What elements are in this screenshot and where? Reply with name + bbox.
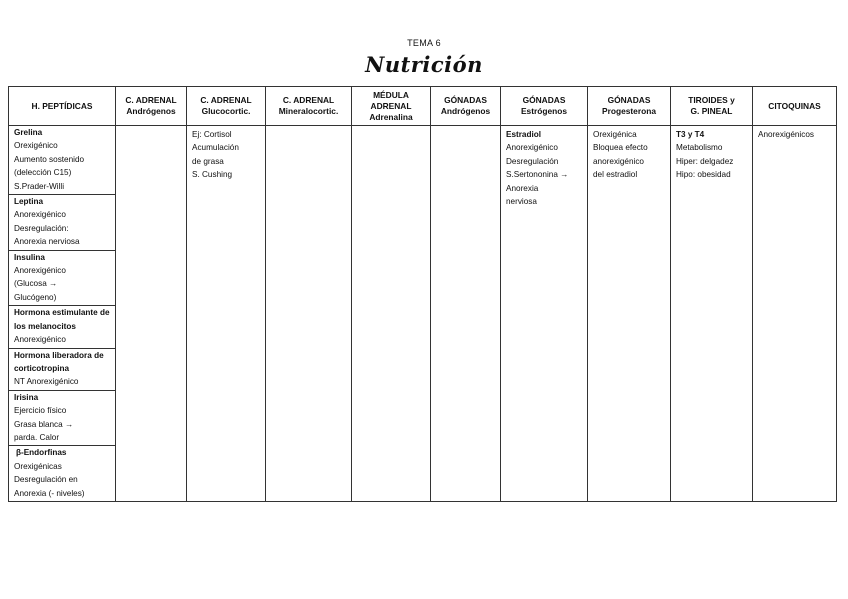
col-header-tiroides-pineal: TIROIDES y G. PINEAL <box>671 87 753 126</box>
hormone-name: Hormona liberadora de corticotropina <box>14 350 104 373</box>
hormone-name: Irisina <box>14 392 39 402</box>
gonadas-estrogenos-cell: Estradiol Anorexigénico Desregulación S.Sertononina → Anorexia nerviosa <box>501 126 588 502</box>
col-header-gonadas-androgenos: GÓNADAS Andrógenos <box>431 87 501 126</box>
hormone-block-msh: Hormona estimulante de los melanocitos Anorexigénico <box>9 306 115 348</box>
header-row <box>9 87 837 126</box>
col-header-gonadas-estrogenos: GÓNADAS Estrógenos <box>501 87 588 126</box>
hormone-name: Insulina <box>14 252 45 262</box>
col-header-adrenal-glucocorticoides: C. ADRENAL Glucocortic. <box>187 87 266 126</box>
col-header-medula-adrenal: MÉDULA ADRENAL Adrenalina <box>352 87 431 126</box>
gonadas-progesterona-cell: Orexigénica Bloquea efecto anorexigénico del estradiol <box>588 126 671 502</box>
medula-adrenal-cell <box>352 126 431 502</box>
hormone-name: Estradiol <box>506 130 542 139</box>
hormone-name: β-Endorfinas <box>16 448 67 458</box>
hormone-name: Grelina <box>14 128 43 137</box>
hormone-table <box>8 86 837 502</box>
hormone-name: Leptina <box>14 197 44 207</box>
content-row <box>9 126 837 502</box>
hormone-block-crh: Hormona liberadora de corticotropina NT Anorexigénico <box>9 349 115 391</box>
col-header-gonadas-progesterona: GÓNADAS Progesterona <box>588 87 671 126</box>
hormone-block-grelina: Grelina Orexigénico Aumento sostenido (delección C15) S.Prader-Willi <box>9 126 115 195</box>
col-header-peptidicas: H. PEPTÍDICAS <box>9 87 116 126</box>
adrenal-androgenos-cell <box>116 126 187 502</box>
gonadas-androgenos-cell <box>431 126 501 502</box>
peptidicas-cell <box>9 126 116 502</box>
topic-number: TEMA 6 <box>407 38 441 48</box>
col-header-adrenal-androgenos: C. ADRENAL Andrógenos <box>116 87 187 126</box>
adrenal-glucocorticoides-cell: Ej: Cortisol Acumulación de grasa S. Cushing <box>187 126 266 502</box>
col-header-adrenal-mineralocorticoides: C. ADRENAL Mineralocortic. <box>266 87 352 126</box>
hormone-block-endorfinas: β-Endorfinas Orexigénicas Desregulación en Anorexia (- niveles) <box>9 446 115 501</box>
tiroides-pineal-cell: T3 y T4 Metabolismo Hiper: delgadez Hipo: obesidad <box>671 126 753 502</box>
hormone-block-insulina: Insulina Anorexigénico (Glucosa → Glucógeno) <box>9 251 115 307</box>
adrenal-mineralocorticoides-cell <box>266 126 352 502</box>
hormone-name: T3 y T4 <box>676 130 705 139</box>
hormone-block-irisina: Irisina Ejercicio físico Grasa blanca → parda. Calor <box>9 391 115 447</box>
page-title: Nutrición <box>365 52 483 77</box>
hormone-block-leptina: Leptina Anorexigénico Desregulación: Anorexia nerviosa <box>9 195 115 251</box>
hormone-name: Hormona estimulante de los melanocitos <box>14 308 110 331</box>
col-header-citoquinas: CITOQUINAS <box>753 87 837 126</box>
citoquinas-cell: Anorexigénicos <box>753 126 837 502</box>
